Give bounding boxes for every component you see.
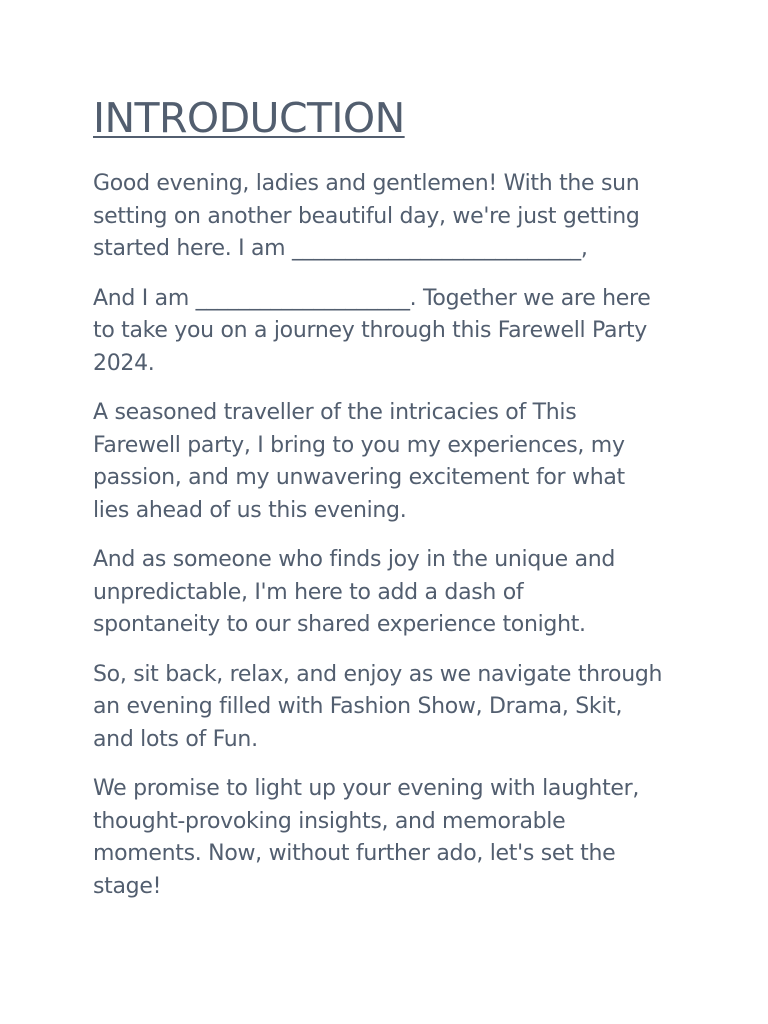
paragraph-line: So, sit back, relax, and enjoy as we navigate through — [93, 661, 663, 687]
paragraph-closing — [93, 773, 693, 903]
paragraph-cohost — [93, 283, 693, 381]
paragraph-line: And I am ____________________. Together we are here — [93, 285, 651, 311]
paragraph-line: Good evening, ladies and gentlemen! With the sun — [93, 171, 640, 196]
paragraph-line: spontaneity to our shared experience tonight. — [93, 612, 586, 637]
paragraph-line: A seasoned traveller of the intricacies of This — [93, 400, 577, 425]
paragraph-traveller — [93, 397, 693, 527]
paragraph-greeting — [93, 168, 693, 266]
paragraph-line: moments. Now, without further ado, let's set the — [93, 841, 616, 866]
paragraph-spontaneity — [93, 544, 693, 642]
paragraph-line: unpredictable, I'm here to add a dash of — [93, 579, 524, 605]
paragraph-line: Farewell party, I bring to you my experiences, my — [93, 432, 625, 458]
paragraph-line: thought-provoking insights, and memorable — [93, 808, 566, 834]
page-title: INTRODUCTION — [93, 94, 405, 142]
paragraph-line: And as someone who finds joy in the unique and — [93, 547, 616, 572]
paragraph-program — [93, 659, 693, 757]
paragraph-line: and lots of Fun. — [93, 726, 258, 752]
paragraph-line: an evening filled with Fashion Show, Drama, Skit, — [93, 694, 623, 719]
paragraph-line: to take you on a journey through this Farewell Party — [93, 318, 648, 343]
paragraph-line: We promise to light up your evening with laughter, — [93, 776, 640, 801]
paragraph-line: passion, and my unwavering excitement for what — [93, 465, 625, 490]
paragraph-line: 2024. — [93, 350, 155, 376]
paragraph-line: lies ahead of us this evening. — [93, 497, 407, 523]
paragraph-line: setting on another beautiful day, we're just getting — [93, 203, 640, 229]
document-page — [93, 92, 693, 920]
paragraph-line: started here. I am ___________________________, — [93, 236, 588, 261]
paragraph-line: stage! — [93, 873, 162, 899]
